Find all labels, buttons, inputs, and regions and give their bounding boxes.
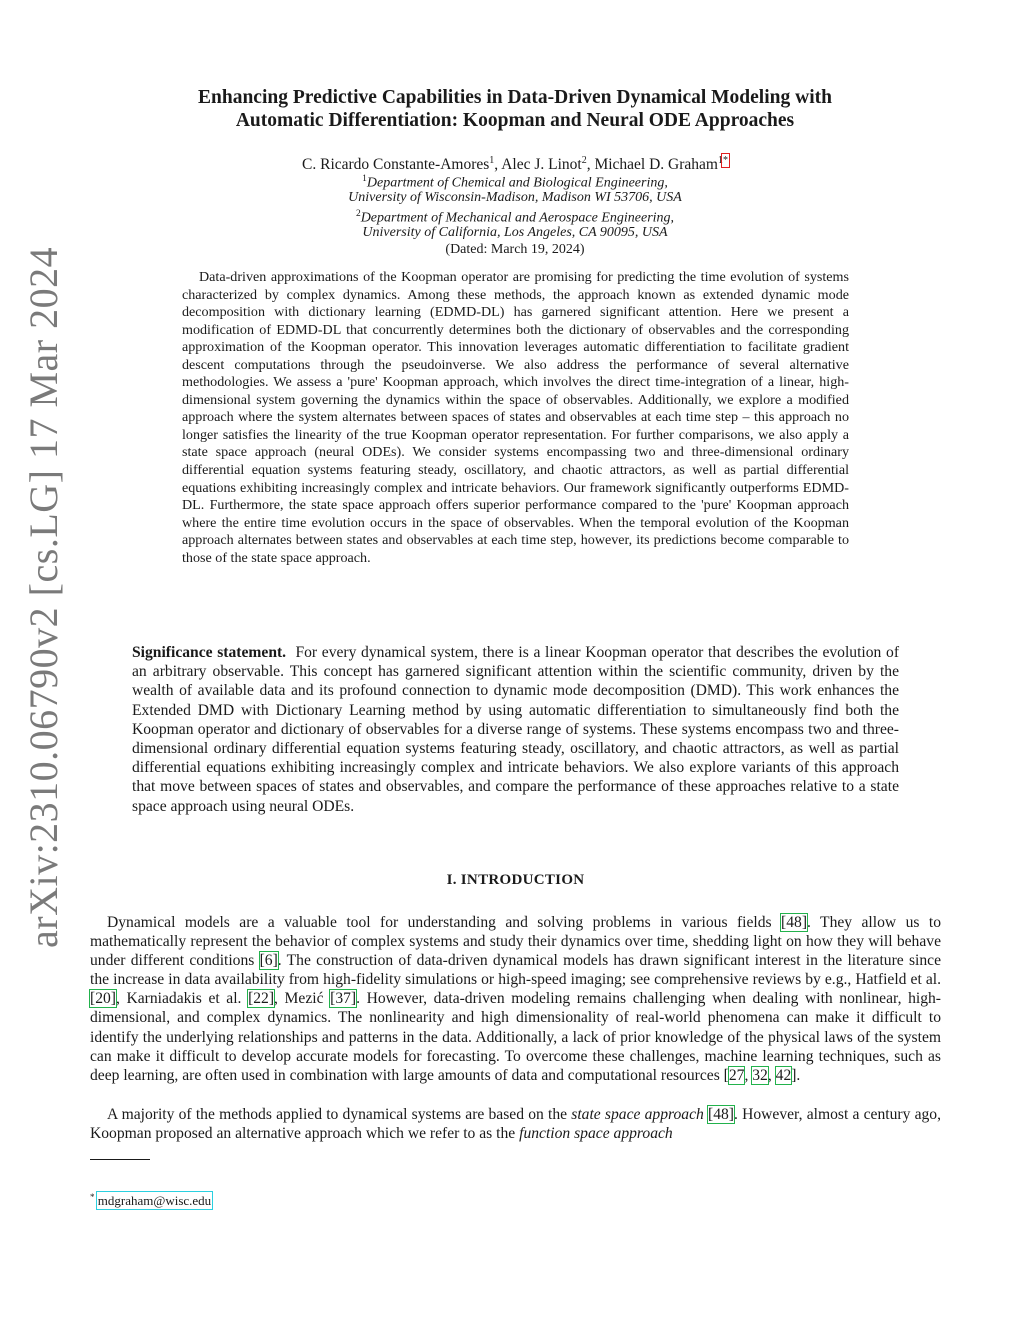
email-link[interactable]: mdgraham@wisc.edu <box>97 1193 212 1209</box>
introduction-paragraph-1 <box>90 913 941 1085</box>
citation-link[interactable]: [37] <box>330 990 357 1008</box>
author-separator: , <box>586 156 595 174</box>
arxiv-identifier-stamp[interactable]: arXiv:2310.06790v2 [cs.LG] 17 Mar 2024 <box>21 246 66 948</box>
text-run: , <box>744 1066 753 1084</box>
text-run: . However, data-driven modeling remains challenging when dealing with nonlinear, high-dimensional, and complex dynamics. The nonlinearity and high dimensionality of real-world phenomena can make it difficult to identify the underlying relationships and patterns in the data. Additionally, a lack of prior knowledge of the physical laws of the system can make it difficult to develop accurate models for forecasting. To overcome these challenges, machine learning techniques, such as deep learning, are often used in combination with large amounts of data and computational resources [ <box>90 990 941 1084</box>
text-run: Dynamical models are a valuable tool for understanding and solving problems in various fields <box>107 914 782 931</box>
emphasis-function-space-approach: function space approach <box>519 1125 673 1143</box>
text-run: . However, almost a century ago, Koopman proposed an alternative approach which we refer to as the <box>90 1106 941 1143</box>
date-line: (Dated: March 19, 2024) <box>445 242 585 257</box>
text-run: A majority of the methods applied to dynamical systems are based on the <box>107 1106 572 1123</box>
footnote <box>90 1189 211 1209</box>
author-3-affiliation: 1 <box>717 155 723 166</box>
footnote-mark: * <box>90 1192 95 1202</box>
citation-link[interactable]: [22] <box>248 990 275 1008</box>
emphasis-state-space-approach: state space approach <box>571 1106 704 1123</box>
author-1: C. Ricardo Constante-Amores <box>302 156 490 174</box>
text-run: ]. <box>791 1066 801 1084</box>
affiliation-1-number: 1 <box>362 174 367 184</box>
text-run: . They allow us to mathematically represent the behavior of complex systems and study their dynamics over time, shedding light on how they will behave under different conditions <box>90 914 941 970</box>
introduction-paragraph-2 <box>90 1105 941 1143</box>
citation-link[interactable]: [20] <box>90 990 116 1008</box>
abstract: Data-driven approximations of the Koopman operator are promising for predicting the time evolution of systems characterized by complex dynamics. Among these methods, the approach known as extended dynamic mode decomposition with dictionary learning (EDMD-DL) has garnered significant attention. Here we present a modification of EDMD-DL that concurrently determines both the dictionary of observables and the corresponding approximation of the Koopman operator. This innovation leverages automatic differentiation to facilitate gradient descent computations through the pseudoinverse. We also address the performance of several alternative methodologies. We assess a 'pure' Koopman approach, which involves the direct time-integration of a linear, high-dimensional system governing the dynamics within the space of observables. Additionally, we explore a modified approach where the system alternates between spaces of states and observables at each time step – this approach no longer satisfies the linearity of the true Koopman operator representation. For further comparisons, we also apply a state space approach (neural ODEs). We consider systems encompassing two and three-dimensional ordinary differential equation systems featuring steady, oscillatory, and chaotic attractors, as well as partial differential equations exhibiting increasingly complex and intricate behaviors. Our framework significantly outperforms EDMD-DL. Furthermore, the state space approach offers superior performance compared to the 'pure' Koopman approach where the entire time evolution occurs in the space of observables. When the temporal evolution of the Koopman approach alternates between states and observables at each time step, however, its predictions become comparable to those of the state space approach. <box>182 269 849 566</box>
citation-link[interactable]: 42 <box>775 1066 792 1084</box>
author-1-affiliation: 1 <box>489 155 495 166</box>
paper-title <box>110 86 920 132</box>
citation-link[interactable]: [48] <box>781 914 808 931</box>
text-run: , Mezić <box>274 990 331 1008</box>
citation-link[interactable]: [48] <box>708 1106 734 1123</box>
author-separator: , <box>494 156 502 174</box>
significance-statement <box>132 643 899 816</box>
text-run: . The construction of data-driven dynamical models has drawn significant interest in the literature since the increase in data availability from high-fidelity simulations or high-speed imaging; see comprehensive reviews by e.g., Hatfield et al. <box>90 952 941 989</box>
affiliation-2-line-2: University of California, Los Angeles, CA 90095, USA <box>362 224 668 240</box>
corresponding-author-footnote-link[interactable]: * <box>722 155 728 166</box>
affiliation-1-department: Department of Chemical and Biological Engineering, <box>366 175 668 191</box>
text-run: , <box>767 1066 776 1084</box>
text-run: , Karniadakis et al. <box>115 990 249 1008</box>
title-line-1: Enhancing Predictive Capabilities in Data-Driven Dynamical Modeling with <box>198 87 832 108</box>
significance-label: Significance statement. <box>132 644 287 661</box>
affiliation-2-department: Department of Mechanical and Aerospace Engineering, <box>360 210 675 226</box>
citation-link[interactable]: [6] <box>259 952 278 970</box>
section-heading-introduction: I. INTRODUCTION <box>446 872 585 888</box>
author-2: Alec J. Linot <box>501 156 582 174</box>
footnote-divider <box>90 1159 150 1160</box>
title-line-2: Automatic Differentiation: Koopman and Neural ODE Approaches <box>235 110 795 131</box>
citation-link[interactable]: 27 <box>728 1066 745 1084</box>
affiliation-1-line-2: University of Wisconsin-Madison, Madison WI 53706, USA <box>348 189 682 205</box>
author-2-affiliation: 2 <box>581 155 587 166</box>
citation-link[interactable]: 32 <box>752 1066 768 1084</box>
affiliation-2-number: 2 <box>355 209 361 219</box>
author-3: Michael D. Graham <box>594 156 718 174</box>
significance-text: For every dynamical system, there is a linear Koopman operator that describes the evolution of an arbitrary observable. This concept has garnered significant attention within the scientific community, driven by the wealth of available data and its profound connection to dynamic mode decomposition (DMD). This work enhances the Extended DMD with Dictionary Learning method by using automatic differentiation to simultaneously find both the Koopman operator and dictionary of observables for a diverse range of systems. These systems encompass two and three-dimensional ordinary differential equation systems featuring steady, oscillatory, and chaotic attractors, as well as partial differential equations exhibiting increasingly complex and intricate behaviors. We also explore variants of this approach that move between spaces of states and observables, and compare the performance of these approaches relative to a state space approach using neural ODEs. <box>132 644 900 815</box>
